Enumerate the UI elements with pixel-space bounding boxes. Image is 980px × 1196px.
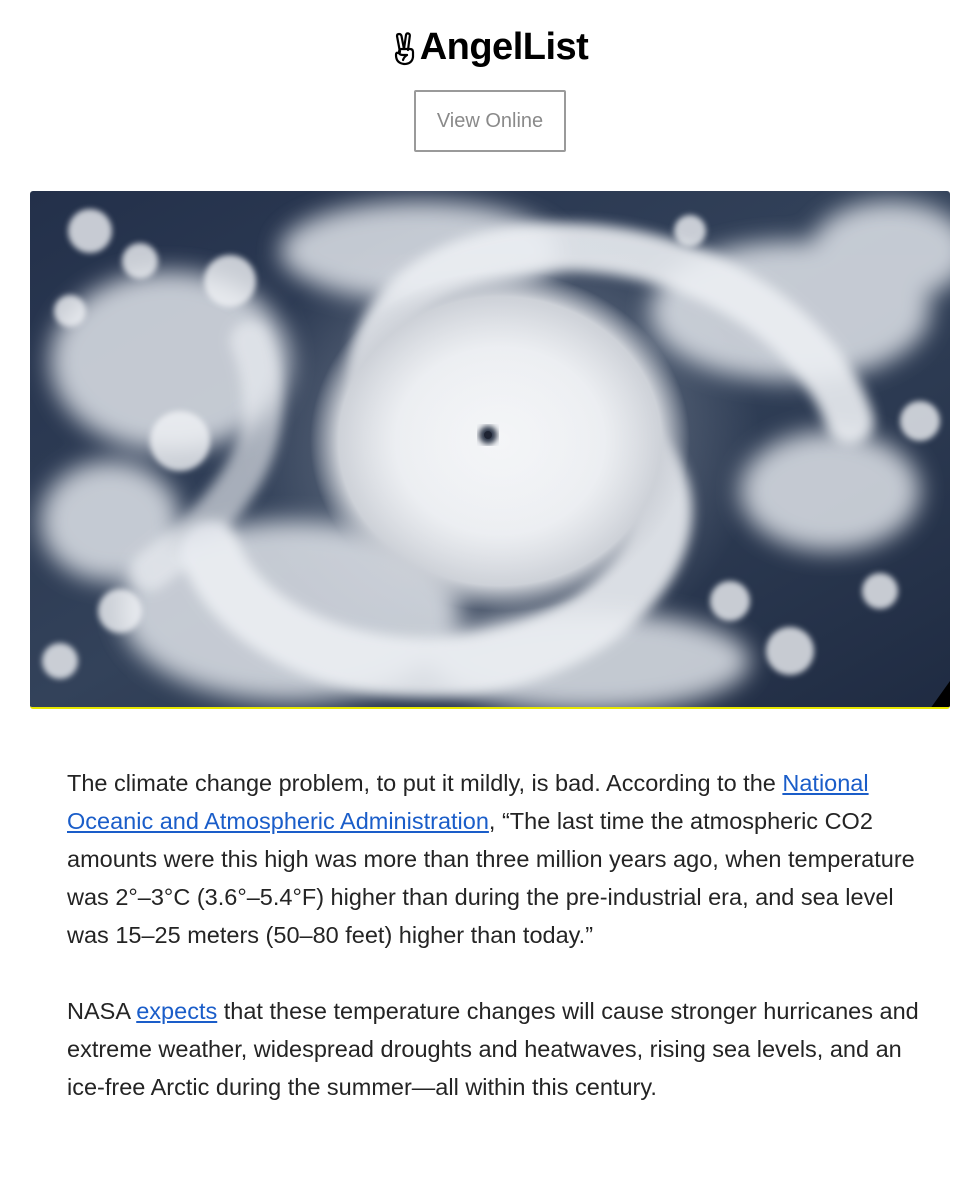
- paragraph-text: NASA: [67, 998, 137, 1024]
- article-paragraph-1: [67, 764, 927, 954]
- paragraph-text: that these temperature changes will cause stronger hurricanes and extreme weather, widespread droughts and heatwaves, rising sea levels, and an ice-free Arctic during the summer—all within this century.: [67, 998, 919, 1100]
- logo-text: AngelList: [419, 26, 589, 68]
- paragraph-text: , “The last time the atmospheric CO2 amounts were this high was more than three million years ago, when temperature was 2°–3°C (3.6°–5.4°F) higher than during the pre-industrial era, and sea level was 15–25 meters (50–80 feet) higher than today.”: [67, 808, 915, 948]
- view-online-button[interactable]: View Online: [414, 90, 566, 152]
- nasa-expects-link[interactable]: expects: [136, 998, 218, 1024]
- victory-hand-icon: [392, 32, 418, 66]
- article-paragraph-2: [67, 992, 927, 1106]
- article-body: [67, 764, 927, 1144]
- hurricane-satellite-image: [30, 191, 950, 709]
- email-header: [0, 0, 980, 190]
- paragraph-text: The climate change problem, to put it mildly, is bad. According to the: [67, 770, 783, 796]
- angellist-logo[interactable]: [0, 26, 980, 69]
- hero-image: [30, 191, 950, 709]
- noaa-link[interactable]: National Oceanic and Atmospheric Administration: [67, 770, 869, 834]
